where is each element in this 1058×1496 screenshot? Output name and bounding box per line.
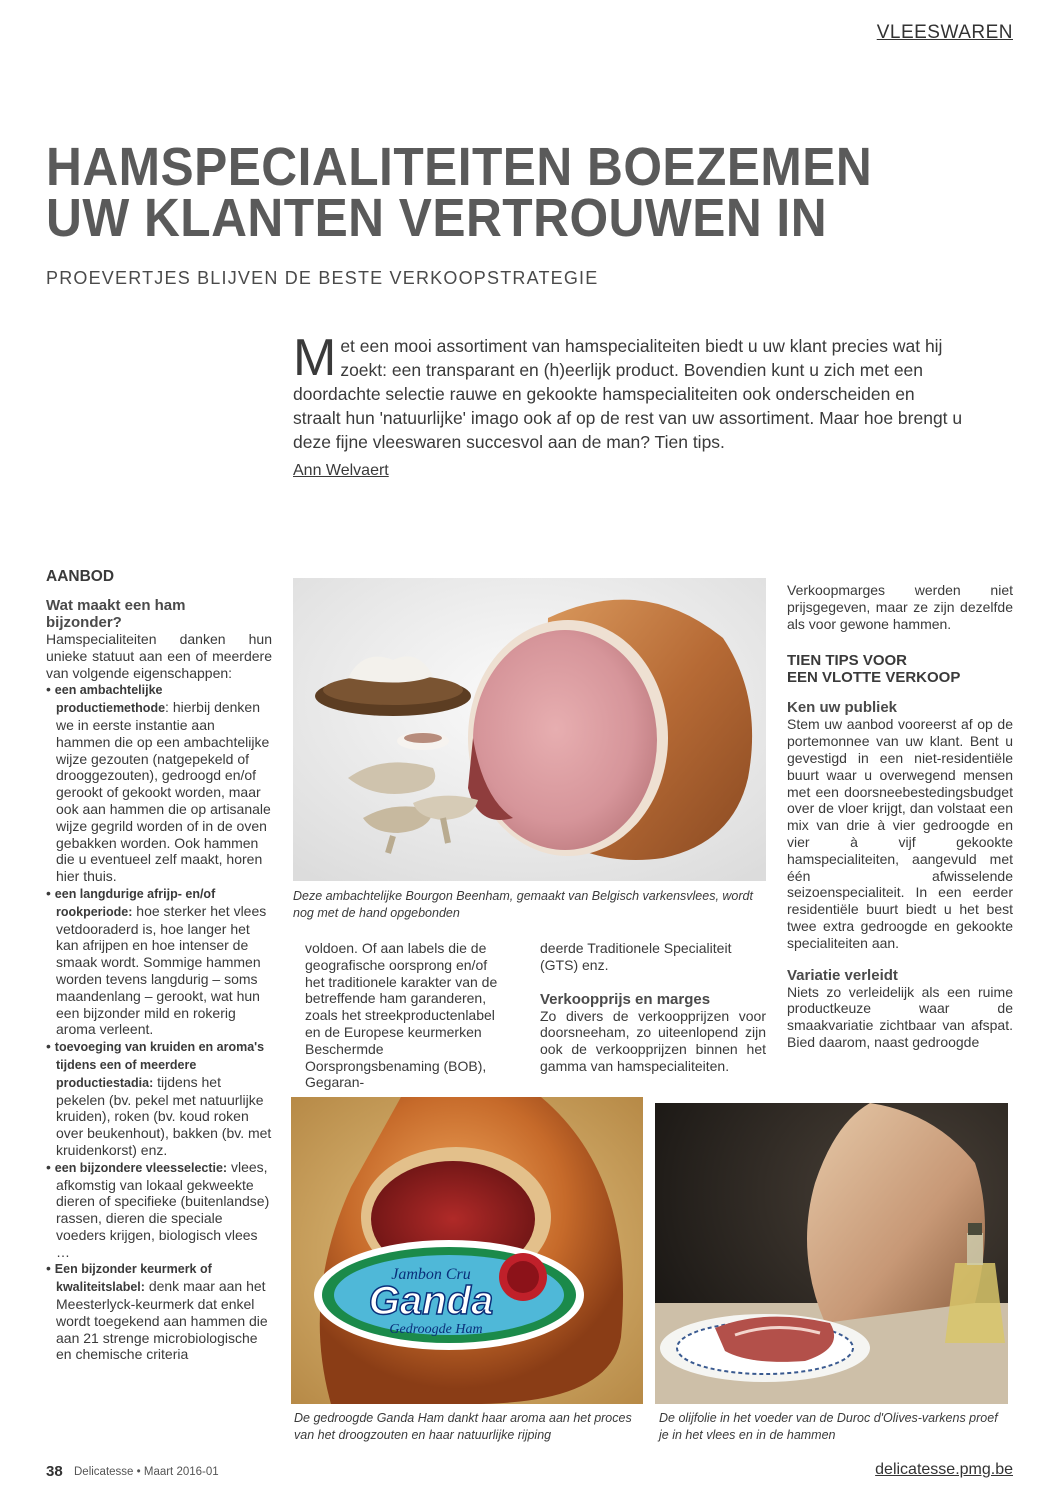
paragraph: voldoen. Of aan labels die de geografische oorsprong en/of het traditionele karakter van de betreffende ham garanderen, zoals het streekproductenlabel en de Europese keurmerken Beschermde Oorsprongsbenaming (BOB), Gegaran- — [305, 940, 498, 1091]
ganda-label-top: Jambon Cru — [391, 1266, 471, 1283]
intro-paragraph — [293, 329, 963, 454]
duroc-ham-illustration — [655, 1103, 1008, 1404]
bullet-text: hoe sterker het vlees vetdooraderd is, hoe langer het kan afrijpen en hoe intenser de smaak wordt. Sommige hammen worden tevens langdurig – soms maandenlang – gerookt, wat hun een bijzonder mild en rokerig aroma verleent. — [56, 902, 267, 1038]
paragraph: Verkoopmarges werden niet prijsgegeven, maar ze zijn dezelfde als voor gewone hammen. — [787, 582, 1013, 632]
ganda-ham-illustration — [291, 1097, 643, 1404]
column-1 — [46, 568, 272, 1363]
paragraph: Hamspecialiteiten danken hun unieke statuut aan een of meerdere van volgende eigenschappen: — [46, 631, 272, 681]
intro-dropcap: M — [293, 329, 337, 387]
website-link[interactable]: delicatesse.pmg.be — [875, 1461, 1013, 1478]
bullet-item: • toevoeging van kruiden en aroma's tijdens een of meerdere productiestadia: tijdens het pekelen (bv. pekel met natuurlijke kruiden), roken (bv. koud roken over beukenhout), bakken (bv. met kruidenkorst) enz. — [46, 1038, 272, 1158]
bullet-item: • een bijzondere vleesselectie: vlees, afkomstig van lokaal gekweekte dieren of specifieke (buitenlandse) rassen, dieren die speciale voeders krijgen, biologisch vlees … — [46, 1158, 270, 1260]
subheading-variatie: Variatie verleidt — [787, 966, 898, 984]
subheading-wat-maakt: Wat maakt een ham bijzonder? — [46, 597, 186, 631]
ganda-label-bottom: Gedroogde Ham — [389, 1322, 483, 1337]
headline-line-2: UW KLANTEN VERTROUWEN IN — [46, 188, 828, 248]
section-tag: VLEESWAREN — [876, 22, 1013, 43]
bullet-bold: een langdurige afrijp- en/of rookperiode: — [54, 886, 216, 919]
section-heading-line-1: TIEN TIPS VOOR — [787, 652, 908, 670]
paragraph: Zo divers de verkoopprijzen voor doorsneeham, zo uiteenlopend zijn ook de verkoopprijzen binnen het gamma van hamspecialiteiten. — [540, 1007, 766, 1074]
bullet-text: tijdens het pekelen (bv. pekel met natuurlijke kruiden), roken (bv. koud roken over beukenhout), bakken (bv. met kruidenkorst) enz. — [56, 1073, 272, 1158]
bullet-item: • Een bijzonder keurmerk of kwaliteitslabel: denk maar aan het Meesterlyck-keurmerk dat enkel wordt toegekend aan hammen die aan 21 strenge microbiologische en chemische criteria — [46, 1260, 268, 1363]
column-4 — [787, 582, 1013, 1051]
bullet-item: • een langdurige afrijp- en/of rookperiode: hoe sterker het vlees vetdooraderd is, hoe langer het kan afrijpen en hoe intenser de smaak wordt. Sommige hammen worden tevens langdurig – soms maandenlang – gerookt, wat hun een bijzonder mild en rokerig aroma verleent. — [46, 884, 267, 1038]
column-2 — [305, 940, 510, 1091]
paragraph: Stem uw aanbod vooreerst af op de portemonnee van uw klant. Bent u gevestigd in een niet-residentiële buurt waar u overwegend mensen met een doorsneebestedingsbudget over de vloer krijgt, dan volstaat een mix van drie à vier gedroogde en vier à vijf gekookte hamspecialiteiten, aangevuld met één afwisselende seizoenspecialiteit. In een eerder residentiële buurt biedt u het best twee extra gedroogde en gekookte specialiteiten aan. — [787, 716, 1013, 951]
ganda-label-brand: Ganda — [368, 1279, 494, 1323]
bullet-item: • een ambachtelijke productiemethode: hierbij denken we in eerste instantie aan hammen die op een ambachtelijke wijze gezouten (natgepekeld of drooggezouten), gedroogd en/of gerookt of gekookt worden, maar ook aan hammen die op artisanale wijze gegrild worden of in de oven gebakken worden. Ook hammen die u eventueel zelf maakt, horen hier thuis. — [46, 681, 271, 885]
section-heading-aanbod: AANBOD — [46, 568, 115, 585]
author-byline[interactable]: Ann Welvaert — [293, 462, 389, 479]
photo-cooked-ham — [293, 578, 766, 881]
paragraph: deerde Traditionele Specialiteit (GTS) enz. — [540, 940, 732, 973]
section-heading-tien-tips — [787, 652, 1013, 686]
headline-line-1: HAMSPECIALITEITEN BOEZEMEN — [46, 137, 873, 197]
cooked-ham-illustration — [293, 578, 766, 881]
bullet-bold: een ambachtelijke productiemethode — [54, 683, 166, 716]
caption-photo-3: De olijfolie in het voeder van de Duroc d'Olives-varkens proef je in het vlees en in de hammen — [659, 1411, 998, 1442]
caption-photo-1: Deze ambachtelijke Bourgon Beenham, gemaakt van Belgisch varkensvlees, wordt nog met de hand opgebonden — [293, 889, 753, 920]
section-heading-line-2: EEN VLOTTE VERKOOP — [787, 669, 961, 687]
subheading-verkoopprijs: Verkoopprijs en marges — [540, 990, 711, 1008]
paragraph: Niets zo verleidelijk als een ruime productkeuze waar de smaakvariatie zichtbaar van afspat. Bied daarom, naast gedroogde — [787, 983, 1013, 1050]
subheadline: PROEVERTJES BLIJVEN DE BESTE VERKOOPSTRATEGIE — [46, 268, 599, 288]
column-3 — [540, 940, 766, 1075]
bullet-text: vlees, afkomstig van lokaal gekweekte dieren of specifieke (buitenlandse) rassen, dieren die speciale voeders krijgen, biologisch vlees … — [56, 1158, 270, 1260]
bullet-bold: een bijzondere vleesselectie: — [54, 1160, 228, 1175]
bullet-text: denk maar aan het Meesterlyck-keurmerk dat enkel wordt toegekend aan hammen die aan 21 strenge microbiologische en chemische criteria — [56, 1278, 268, 1363]
page-number: 38 — [46, 1463, 63, 1480]
photo-ganda-ham — [291, 1097, 643, 1404]
bullet-bold: Een bijzonder keurmerk of kwaliteitslabel: — [54, 1262, 212, 1295]
bullet-bold: toevoeging van kruiden en aroma's tijdens een of meerdere productiestadia: — [54, 1040, 265, 1090]
subheading-ken-uw-publiek: Ken uw publiek — [787, 699, 898, 717]
intro-text: et een mooi assortiment van hamspecialiteiten biedt u uw klant precies wat hij zoekt: een transparant en (h)eerlijk product. Bovendien kunt u zich met een doordachte selectie rauwe en gekookte hamspecialiteiten ook onderscheiden en straalt hun 'natuurlijke' imago ook af op de rest van uw assortiment. Maar hoe brengt u deze fijne vleeswaren succesvol aan de man? Tien tips. — [293, 336, 963, 452]
magazine-issue: Delicatesse • Maart 2016-01 — [74, 1466, 219, 1478]
photo-duroc-ham — [655, 1103, 1008, 1404]
headline — [46, 137, 874, 248]
bullet-text: : hierbij denken we in eerste instantie aan hammen die op een ambachtelijke wijze gezouten (natgepekeld of drooggezouten), gedroogd en/of gerookt of gekookt worden, maar ook aan hammen die op artisanale wijze gegrild worden of in de oven gebakken worden. Ook hammen die u eventueel zelf maakt, horen hier thuis. — [56, 699, 271, 885]
caption-photo-2: De gedroogde Ganda Ham dankt haar aroma aan het proces van het droogzouten en haar natuurlijke rijping — [294, 1411, 632, 1442]
